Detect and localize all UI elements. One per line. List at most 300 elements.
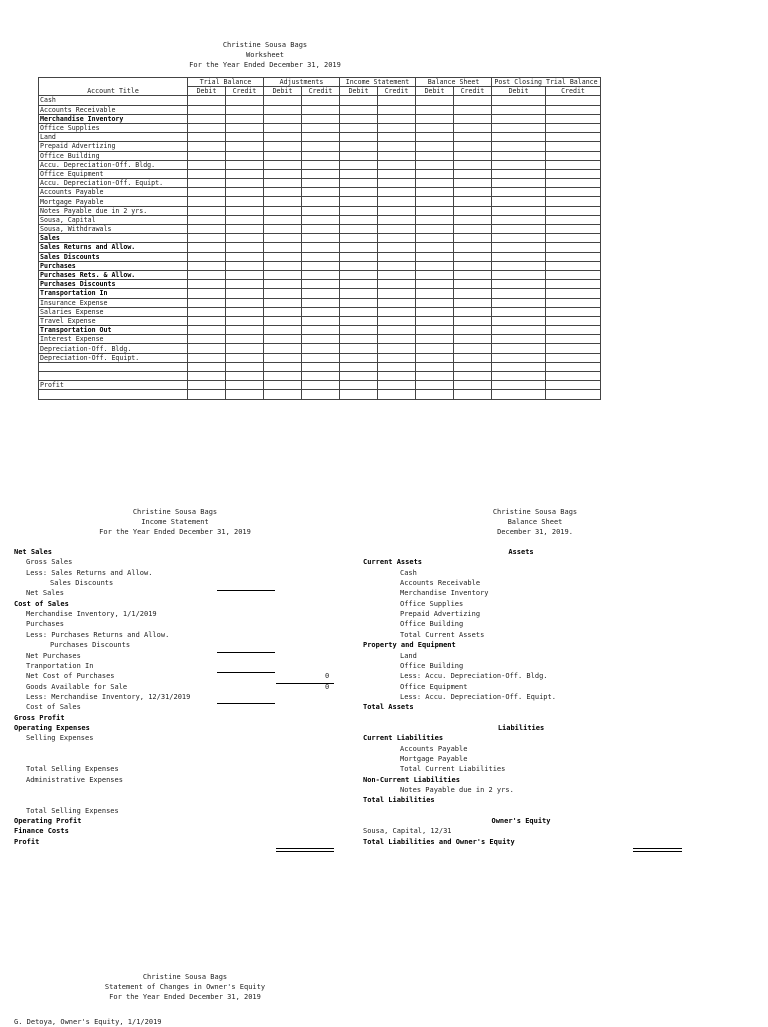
amount-cell xyxy=(546,353,601,362)
bs-line: Accounts Receivable xyxy=(400,579,481,588)
amount-cell xyxy=(264,270,302,279)
balance-sheet-header xyxy=(410,507,660,538)
amount-cell xyxy=(378,344,416,353)
amount-cell xyxy=(492,234,546,243)
amount-cell xyxy=(546,215,601,224)
sub-header: Credit xyxy=(226,87,264,96)
amount-cell xyxy=(188,307,226,316)
amount-cell xyxy=(302,252,340,261)
amount-cell xyxy=(302,261,340,270)
amount-cell xyxy=(454,215,492,224)
worksheet-row xyxy=(39,335,601,344)
account-title-cell: Cash xyxy=(39,96,188,105)
amount-cell xyxy=(546,252,601,261)
amount-cell xyxy=(302,298,340,307)
account-title-cell: Transportation Out xyxy=(39,326,188,335)
amount-cell xyxy=(454,225,492,234)
amount-cell xyxy=(264,96,302,105)
amount-cell xyxy=(188,179,226,188)
is-value: 0 xyxy=(325,682,330,691)
is-line: Profit xyxy=(14,837,40,846)
amount-cell xyxy=(226,142,264,151)
bs-line: Office Building xyxy=(400,620,464,629)
oe-company: Christine Sousa Bags xyxy=(142,973,228,981)
bs-line: Current Liabilities xyxy=(363,734,444,743)
worksheet-row xyxy=(39,215,601,224)
amount-cell xyxy=(416,123,454,132)
amount-cell xyxy=(546,289,601,298)
account-title-cell xyxy=(39,390,188,399)
worksheet-row xyxy=(39,372,601,381)
amount-cell xyxy=(492,298,546,307)
amount-cell xyxy=(546,344,601,353)
worksheet-row xyxy=(39,151,601,160)
amount-cell xyxy=(264,326,302,335)
amount-cell xyxy=(226,206,264,215)
amount-cell xyxy=(378,197,416,206)
is-line: Less: Purchases Returns and Allow. xyxy=(26,630,170,639)
amount-cell xyxy=(226,151,264,160)
worksheet-row xyxy=(39,381,601,390)
amount-cell xyxy=(416,270,454,279)
amount-cell xyxy=(226,225,264,234)
amount-cell xyxy=(378,390,416,399)
amount-cell xyxy=(302,243,340,252)
amount-cell xyxy=(188,225,226,234)
amount-cell xyxy=(226,105,264,114)
amount-cell xyxy=(340,243,378,252)
is-title: Income Statement xyxy=(141,518,209,527)
amount-cell xyxy=(546,225,601,234)
amount-cell xyxy=(188,390,226,399)
account-title-cell: Mortgage Payable xyxy=(39,197,188,206)
amount-cell xyxy=(302,335,340,344)
amount-cell xyxy=(264,390,302,399)
amount-cell xyxy=(416,169,454,178)
amount-cell xyxy=(454,307,492,316)
amount-cell xyxy=(340,353,378,362)
bs-line: Merchandise Inventory xyxy=(400,589,489,598)
worksheet-row xyxy=(39,142,601,151)
bs-line: Total Liabilities xyxy=(363,796,435,805)
amount-cell xyxy=(264,289,302,298)
amount-cell xyxy=(546,206,601,215)
amount-cell xyxy=(340,316,378,325)
amount-cell xyxy=(188,105,226,114)
amount-cell xyxy=(546,280,601,289)
amount-cell xyxy=(226,114,264,123)
amount-cell xyxy=(492,206,546,215)
amount-cell xyxy=(492,160,546,169)
amount-cell xyxy=(302,353,340,362)
account-title-corner xyxy=(39,78,188,87)
amount-cell xyxy=(188,326,226,335)
bs-line: Land xyxy=(400,651,417,660)
amount-cell xyxy=(416,381,454,390)
amount-cell xyxy=(264,252,302,261)
amount-cell xyxy=(264,197,302,206)
worksheet-row xyxy=(39,252,601,261)
amount-cell xyxy=(454,298,492,307)
bs-line: Less: Accu. Depreciation-Off. Equipt. xyxy=(400,692,556,701)
amount-cell xyxy=(264,206,302,215)
amount-cell xyxy=(302,372,340,381)
amount-cell xyxy=(340,133,378,142)
amount-cell xyxy=(492,280,546,289)
amount-cell xyxy=(416,261,454,270)
amount-cell xyxy=(302,114,340,123)
amount-cell xyxy=(416,353,454,362)
amount-cell xyxy=(340,114,378,123)
amount-cell xyxy=(188,298,226,307)
amount-cell xyxy=(340,289,378,298)
amount-cell xyxy=(340,390,378,399)
worksheet-row xyxy=(39,353,601,362)
is-line: Net Sales xyxy=(14,548,52,556)
group-header: Post Closing Trial Balance xyxy=(492,78,601,87)
amount-cell xyxy=(416,133,454,142)
amount-cell xyxy=(454,353,492,362)
amount-cell xyxy=(264,344,302,353)
amount-cell xyxy=(226,316,264,325)
bs-line: Office Supplies xyxy=(400,599,464,608)
amount-cell xyxy=(492,372,546,381)
amount-cell xyxy=(492,289,546,298)
is-line: Selling Expenses xyxy=(26,734,94,743)
is-line: Total Selling Expenses xyxy=(26,765,119,774)
amount-cell xyxy=(188,169,226,178)
account-title-cell: Purchases Rets. & Allow. xyxy=(39,270,188,279)
amount-cell xyxy=(302,234,340,243)
group-header: Trial Balance xyxy=(188,78,264,87)
amount-cell xyxy=(302,225,340,234)
amount-cell xyxy=(264,307,302,316)
amount-cell xyxy=(264,362,302,371)
amount-cell xyxy=(340,206,378,215)
bs-title: Balance Sheet xyxy=(507,518,563,527)
amount-cell xyxy=(416,142,454,151)
amount-cell xyxy=(302,215,340,224)
amount-cell xyxy=(546,372,601,381)
amount-cell xyxy=(188,381,226,390)
account-title-cell: Interest Expense xyxy=(39,335,188,344)
amount-cell xyxy=(378,96,416,105)
is-value: 0 xyxy=(325,672,330,681)
amount-cell xyxy=(378,298,416,307)
bs-line: Total Current Liabilities xyxy=(400,765,506,774)
amount-cell xyxy=(416,326,454,335)
is-line: Cost of Sales xyxy=(14,599,69,608)
underline xyxy=(217,590,275,591)
amount-cell xyxy=(416,289,454,298)
amount-cell xyxy=(454,197,492,206)
amount-cell xyxy=(416,298,454,307)
amount-cell xyxy=(454,344,492,353)
amount-cell xyxy=(302,381,340,390)
amount-cell xyxy=(226,390,264,399)
amount-cell xyxy=(492,335,546,344)
amount-cell xyxy=(340,252,378,261)
amount-cell xyxy=(340,261,378,270)
account-title-cell: Sales xyxy=(39,234,188,243)
amount-cell xyxy=(378,188,416,197)
amount-cell xyxy=(546,316,601,325)
amount-cell xyxy=(454,160,492,169)
amount-cell xyxy=(378,234,416,243)
bs-company: Christine Sousa Bags xyxy=(492,508,578,516)
account-title-cell: Transportation In xyxy=(39,289,188,298)
amount-cell xyxy=(546,270,601,279)
amount-cell xyxy=(492,243,546,252)
amount-cell xyxy=(546,151,601,160)
amount-cell xyxy=(454,133,492,142)
amount-cell xyxy=(546,169,601,178)
account-title-cell: Insurance Expense xyxy=(39,298,188,307)
worksheet-row xyxy=(39,234,601,243)
amount-cell xyxy=(492,326,546,335)
worksheet-row xyxy=(39,197,601,206)
amount-cell xyxy=(340,372,378,381)
is-line: Less: Sales Returns and Allow. xyxy=(26,568,153,577)
amount-cell xyxy=(492,307,546,316)
amount-cell xyxy=(226,326,264,335)
worksheet-row xyxy=(39,123,601,132)
amount-cell xyxy=(546,298,601,307)
amount-cell xyxy=(302,105,340,114)
amount-cell xyxy=(416,206,454,215)
amount-cell xyxy=(340,96,378,105)
amount-cell xyxy=(188,160,226,169)
is-line: Less: Merchandise Inventory, 12/31/2019 xyxy=(26,692,191,701)
worksheet-row xyxy=(39,307,601,316)
amount-cell xyxy=(378,133,416,142)
amount-cell xyxy=(546,160,601,169)
worksheet-row xyxy=(39,114,601,123)
amount-cell xyxy=(188,123,226,132)
account-title-cell: Travel Expense xyxy=(39,316,188,325)
amount-cell xyxy=(378,252,416,261)
amount-cell xyxy=(546,390,601,399)
amount-cell xyxy=(546,142,601,151)
account-title-cell: Sousa, Withdrawals xyxy=(39,225,188,234)
amount-cell xyxy=(492,96,546,105)
amount-cell xyxy=(226,298,264,307)
amount-cell xyxy=(188,362,226,371)
amount-cell xyxy=(188,188,226,197)
amount-cell xyxy=(188,197,226,206)
is-line: Finance Costs xyxy=(14,827,69,836)
amount-cell xyxy=(378,270,416,279)
amount-cell xyxy=(340,160,378,169)
amount-cell xyxy=(302,206,340,215)
amount-cell xyxy=(492,151,546,160)
amount-cell xyxy=(226,252,264,261)
bs-line: Total Current Assets xyxy=(400,630,485,639)
amount-cell xyxy=(302,362,340,371)
amount-cell xyxy=(226,270,264,279)
amount-cell xyxy=(264,225,302,234)
amount-cell xyxy=(546,179,601,188)
bs-line: Mortgage Payable xyxy=(400,755,468,763)
amount-cell xyxy=(378,372,416,381)
amount-cell xyxy=(546,335,601,344)
amount-cell xyxy=(340,234,378,243)
amount-cell xyxy=(416,234,454,243)
account-title-cell: Merchandise Inventory xyxy=(39,114,188,123)
underline xyxy=(276,683,334,684)
amount-cell xyxy=(416,243,454,252)
amount-cell xyxy=(264,372,302,381)
amount-cell xyxy=(454,169,492,178)
amount-cell xyxy=(340,123,378,132)
amount-cell xyxy=(492,188,546,197)
amount-cell xyxy=(302,326,340,335)
amount-cell xyxy=(264,335,302,344)
amount-cell xyxy=(546,96,601,105)
amount-cell xyxy=(302,344,340,353)
bs-line: Office Building xyxy=(400,661,464,670)
worksheet-body xyxy=(39,96,601,399)
account-title-cell: Office Supplies xyxy=(39,123,188,132)
amount-cell xyxy=(378,362,416,371)
amount-cell xyxy=(340,280,378,289)
group-header: Adjustments xyxy=(264,78,340,87)
underline xyxy=(217,652,275,653)
bs-line: Notes Payable due in 2 yrs. xyxy=(400,786,514,795)
worksheet-company: Christine Sousa Bags xyxy=(222,41,308,49)
sub-header: Credit xyxy=(546,87,601,96)
amount-cell xyxy=(226,188,264,197)
amount-cell xyxy=(340,188,378,197)
amount-cell xyxy=(416,188,454,197)
amount-cell xyxy=(454,142,492,151)
bs-line: Total Assets xyxy=(363,703,414,712)
amount-cell xyxy=(378,160,416,169)
sub-header: Credit xyxy=(454,87,492,96)
amount-cell xyxy=(492,261,546,270)
is-line: Sales Discounts xyxy=(50,579,114,588)
amount-cell xyxy=(416,252,454,261)
amount-cell xyxy=(188,142,226,151)
double-underline xyxy=(276,848,334,852)
amount-cell xyxy=(454,123,492,132)
amount-cell xyxy=(264,151,302,160)
amount-cell xyxy=(454,280,492,289)
account-title-cell: Sales Returns and Allow. xyxy=(39,243,188,252)
amount-cell xyxy=(264,298,302,307)
amount-cell xyxy=(226,179,264,188)
amount-cell xyxy=(188,280,226,289)
amount-cell xyxy=(454,270,492,279)
amount-cell xyxy=(302,96,340,105)
group-header: Income Statement xyxy=(340,78,416,87)
amount-cell xyxy=(378,316,416,325)
amount-cell xyxy=(264,160,302,169)
amount-cell xyxy=(492,123,546,132)
amount-cell xyxy=(492,381,546,390)
bs-line: Cash xyxy=(400,568,417,577)
amount-cell xyxy=(264,188,302,197)
amount-cell xyxy=(454,114,492,123)
amount-cell xyxy=(264,114,302,123)
bs-line: Owner's Equity xyxy=(491,817,551,826)
amount-cell xyxy=(492,133,546,142)
bs-line: Accounts Payable xyxy=(400,744,468,753)
amount-cell xyxy=(492,362,546,371)
worksheet-row xyxy=(39,326,601,335)
amount-cell xyxy=(226,160,264,169)
amount-cell xyxy=(264,381,302,390)
amount-cell xyxy=(340,344,378,353)
account-title-cell: Notes Payable due in 2 yrs. xyxy=(39,206,188,215)
amount-cell xyxy=(302,270,340,279)
worksheet-group-header-row xyxy=(39,78,601,87)
is-line: Net Sales xyxy=(26,589,64,598)
amount-cell xyxy=(492,179,546,188)
amount-cell xyxy=(492,252,546,261)
amount-cell xyxy=(378,307,416,316)
bs-period: December 31, 2019. xyxy=(497,528,573,537)
is-line: Operating Profit xyxy=(14,817,82,826)
bs-line: Current Assets xyxy=(363,558,423,567)
amount-cell xyxy=(302,142,340,151)
amount-cell xyxy=(492,142,546,151)
amount-cell xyxy=(454,289,492,298)
amount-cell xyxy=(416,105,454,114)
amount-cell xyxy=(454,105,492,114)
worksheet-row xyxy=(39,169,601,178)
sub-header: Debit xyxy=(264,87,302,96)
worksheet-row xyxy=(39,316,601,325)
amount-cell xyxy=(340,169,378,178)
worksheet-row xyxy=(39,96,601,105)
amount-cell xyxy=(492,114,546,123)
amount-cell xyxy=(264,123,302,132)
amount-cell xyxy=(454,326,492,335)
account-title-cell: Purchases xyxy=(39,261,188,270)
amount-cell xyxy=(416,114,454,123)
amount-cell xyxy=(546,197,601,206)
is-line: Merchandise Inventory, 1/1/2019 xyxy=(26,610,157,619)
is-line: Net Purchases xyxy=(26,651,81,660)
amount-cell xyxy=(188,261,226,270)
amount-cell xyxy=(340,307,378,316)
amount-cell xyxy=(416,316,454,325)
amount-cell xyxy=(188,353,226,362)
amount-cell xyxy=(340,270,378,279)
amount-cell xyxy=(226,381,264,390)
amount-cell xyxy=(492,215,546,224)
account-title-cell: Prepaid Advertizing xyxy=(39,142,188,151)
account-title-cell: Accounts Receivable xyxy=(39,105,188,114)
amount-cell xyxy=(416,344,454,353)
worksheet-row xyxy=(39,160,601,169)
amount-cell xyxy=(226,362,264,371)
amount-cell xyxy=(546,362,601,371)
amount-cell xyxy=(492,197,546,206)
worksheet-row xyxy=(39,289,601,298)
amount-cell xyxy=(226,96,264,105)
amount-cell xyxy=(378,381,416,390)
worksheet-period: For the Year Ended December 31, 2019 xyxy=(189,61,341,70)
amount-cell xyxy=(454,335,492,344)
account-title-cell: Profit xyxy=(39,381,188,390)
group-header: Balance Sheet xyxy=(416,78,492,87)
amount-cell xyxy=(546,123,601,132)
double-underline xyxy=(633,848,682,852)
is-period: For the Year Ended December 31, 2019 xyxy=(99,528,251,537)
amount-cell xyxy=(378,326,416,335)
